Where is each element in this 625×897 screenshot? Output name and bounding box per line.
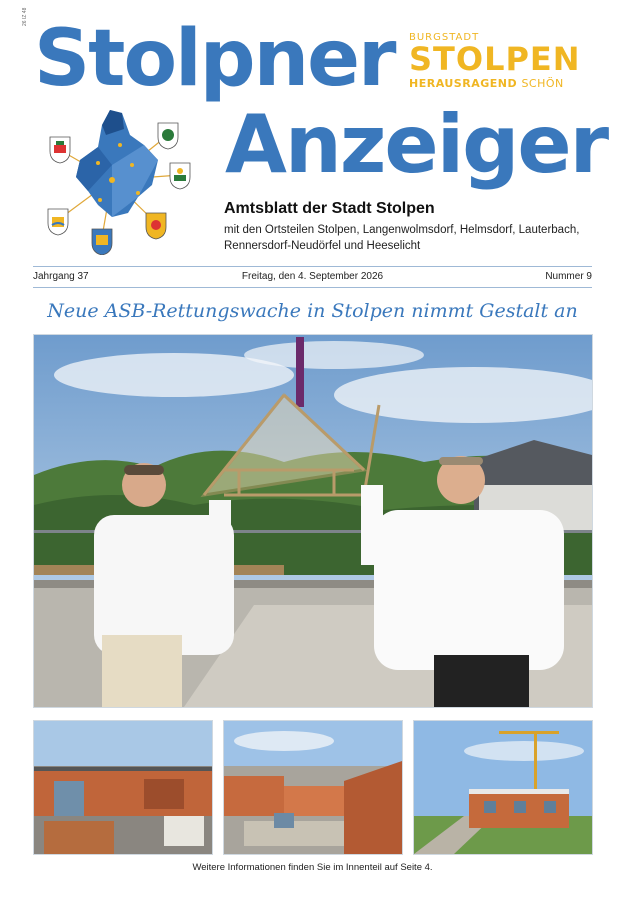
masthead-title-line2: Anzeiger	[225, 98, 608, 191]
side-code: 26 IZ 48	[22, 7, 28, 26]
caption: Weitere Informationen finden Sie im Innenteil auf Seite 4.	[192, 862, 433, 873]
brand-tag	[409, 77, 581, 90]
town-map-logo	[40, 105, 200, 255]
rule-top	[33, 266, 592, 267]
construction-photo-1	[33, 720, 213, 855]
headline: Neue ASB-Rettungswache in Stolpen nimmt Gestalt an	[47, 300, 578, 322]
issue-date: Freitag, den 4. September 2026	[241, 271, 384, 282]
issue-volume: Jahrgang 37	[33, 271, 89, 282]
brand-small: BURGSTADT	[409, 32, 480, 43]
coat-of-arms-icon	[48, 209, 68, 235]
main-photo-image	[34, 335, 592, 707]
brand-logo	[409, 32, 581, 90]
brand-tag-light: SCHÖN	[521, 76, 564, 90]
construction-photo-3	[413, 720, 593, 855]
masthead-subtitle: Amtsblatt der Stadt Stolpen	[224, 200, 435, 217]
coat-of-arms-icon	[92, 229, 112, 255]
masthead-title-line1: Stolpner	[34, 14, 395, 104]
brand-tag-bold: HERAUSRAGEND	[409, 76, 518, 90]
coat-of-arms-icon	[146, 213, 166, 239]
issue-number: Nummer 9	[545, 271, 592, 282]
main-photo	[33, 334, 593, 708]
coat-of-arms-icon	[158, 123, 178, 149]
rule-bottom	[33, 287, 592, 288]
coat-of-arms-icon	[50, 137, 70, 163]
brand-big: STOLPEN	[409, 40, 581, 78]
coat-of-arms-icon	[170, 163, 190, 189]
masthead-subline: mit den Ortsteilen Stolpen, Langenwolmsdorf, Helmsdorf, Lauterbach, Rennersdorf-Neudörfel und Heeselicht	[224, 224, 580, 252]
construction-photo-2	[223, 720, 403, 855]
